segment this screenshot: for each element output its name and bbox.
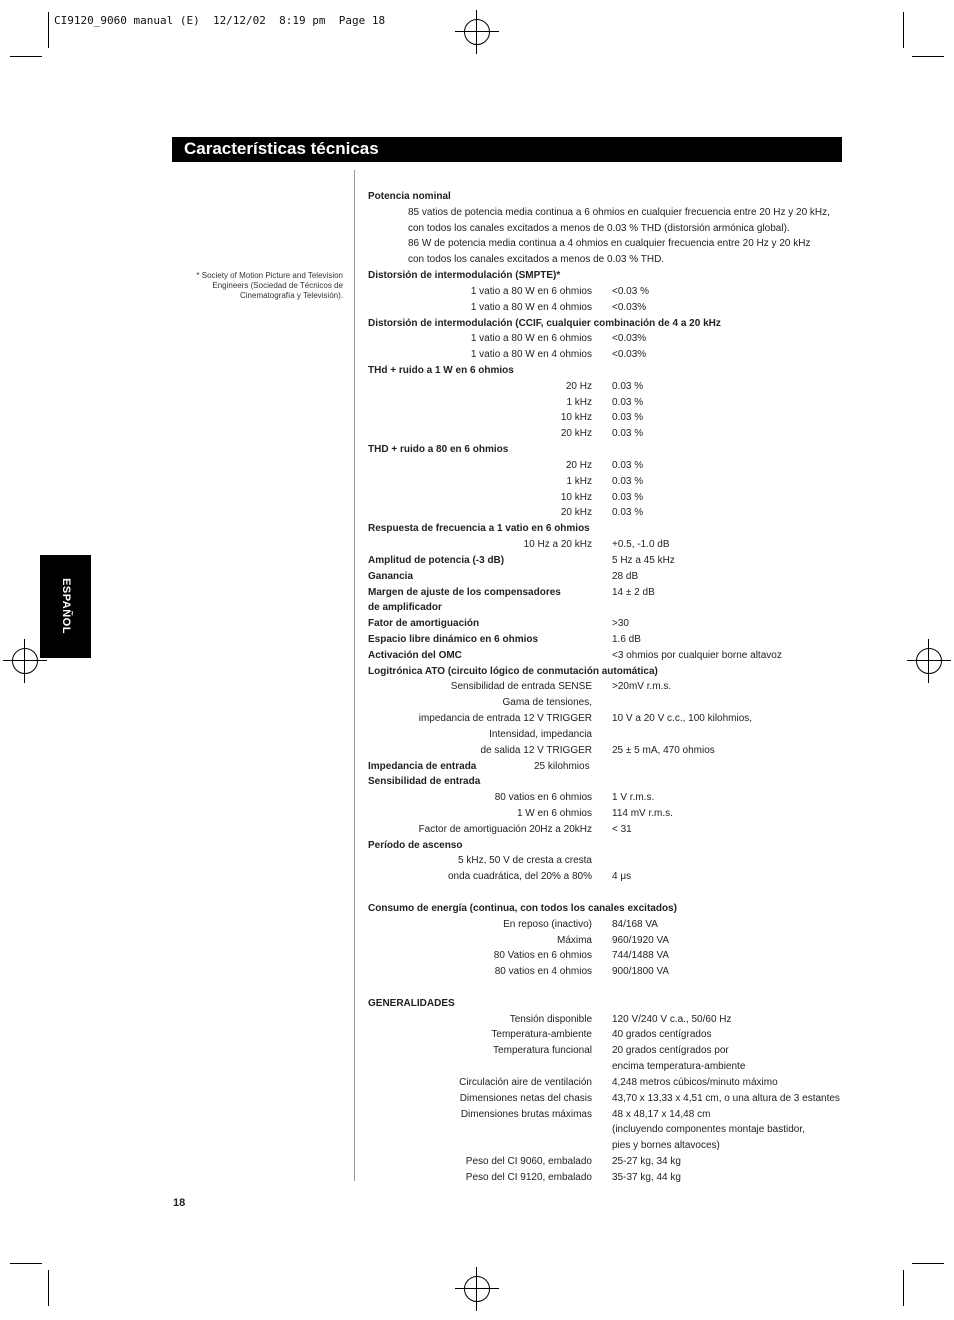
spec-value: (incluyendo componentes montaje bastidor, [612, 1124, 805, 1135]
crop-mark [903, 1270, 904, 1306]
spec-value: 84/168 VA [612, 919, 658, 930]
spec-value: 0.03 % [612, 460, 644, 471]
spec-value: encima temperatura-ambiente [612, 1061, 746, 1072]
spec-label: Temperatura-ambiente [491, 1029, 592, 1040]
spec-value: 0.03 % [612, 476, 644, 487]
spec-label: 20 Hz [565, 381, 592, 392]
section-title-bar [172, 137, 842, 162]
spec-label: Peso del CI 9120, embalado [465, 1172, 592, 1183]
spec-value: <0.03% [612, 302, 647, 313]
spec-value: <0.03% [612, 333, 647, 344]
spec-value: 900/1800 VA [612, 966, 670, 977]
spec-heading: Fator de amortiguación [368, 618, 480, 629]
crop-mark [912, 56, 944, 57]
spec-label: 80 vatios en 6 ohmios [494, 792, 592, 803]
spec-label: 1 vatio a 80 W en 6 ohmios [470, 286, 592, 297]
spec-value: 0.03 % [612, 507, 644, 518]
spec-value: 0.03 % [612, 381, 644, 392]
spec-heading: Distorsión de intermodulación (SMPTE)* [368, 270, 561, 281]
spec-value: <0.03% [612, 349, 647, 360]
spec-label: En reposo (inactivo) [503, 919, 592, 930]
spec-heading: GENERALIDADES [368, 998, 455, 1009]
spec-value: 1.6 dB [612, 634, 641, 645]
crop-mark [903, 12, 904, 48]
language-tab [40, 555, 91, 658]
spec-heading: THd + ruido a 1 W en 6 ohmios [368, 365, 514, 376]
spec-label: 20 kHz [560, 428, 592, 439]
spec-value: 0.03 % [612, 397, 644, 408]
spec-heading: de amplificador [368, 602, 442, 613]
spec-value: 14 ± 2 dB [612, 587, 655, 598]
spec-heading: Sensibilidad de entrada [368, 776, 481, 787]
spec-value: 0.03 % [612, 492, 644, 503]
spec-label: 10 kHz [560, 492, 592, 503]
spec-heading: Amplitud de potencia (-3 dB) [368, 555, 505, 566]
page-number: 18 [173, 1197, 186, 1209]
spec-value: 28 dB [612, 571, 639, 582]
page-title: Características técnicas [184, 139, 379, 158]
spec-text: con todos los canales excitados a menos de 0.03 % THD (distorsión armónica global). [408, 223, 790, 234]
spec-label: 10 kHz [560, 412, 592, 423]
spec-heading: Consumo de energía (continua, con todos los canales excitados) [368, 903, 677, 914]
spec-label: de salida 12 V TRIGGER [480, 745, 592, 756]
spec-value: >20mV r.m.s. [612, 681, 672, 692]
spec-heading: Impedancia de entrada [368, 761, 477, 772]
column-divider [354, 170, 355, 1181]
spec-value: 20 grados centígrados por [612, 1045, 729, 1056]
spec-heading: THD + ruido a 80 en 6 ohmios [368, 444, 509, 455]
spec-label: 20 kHz [560, 507, 592, 518]
spec-label: onda cuadrática, del 20% a 80% [448, 871, 592, 882]
spec-value: >30 [612, 618, 629, 629]
spec-text: 85 vatios de potencia media continua a 6 ohmios en cualquier frecuencia entre 20 Hz y 20 kHz, [408, 207, 830, 218]
spec-label: Sensibilidad de entrada SENSE [450, 681, 592, 692]
spec-label: Dimensiones brutas máximas [460, 1109, 592, 1120]
spec-label: 1 vatio a 80 W en 4 ohmios [470, 302, 592, 313]
spec-value: 120 V/240 V c.a., 50/60 Hz [612, 1014, 732, 1025]
spec-value: 114 mV r.m.s. [612, 808, 673, 819]
spec-value: < 31 [612, 824, 632, 835]
spec-value: pies y bornes altavoces) [612, 1140, 720, 1151]
spec-value: +0.5, -1.0 dB [612, 539, 670, 550]
spec-label: 1 kHz [566, 397, 592, 408]
spec-value: 4 μs [612, 871, 632, 882]
spec-label: 80 vatios en 4 ohmios [494, 966, 592, 977]
spec-label: Máxima [556, 935, 592, 946]
crop-mark [912, 1263, 944, 1264]
spec-label: 5 kHz, 50 V de cresta a cresta [458, 855, 592, 866]
registration-mark-icon [464, 1276, 490, 1302]
spec-value: 25 kilohmios [534, 761, 590, 772]
spec-value: <3 ohmios por cualquier borne altavoz [612, 650, 782, 661]
spec-label: Circulación aire de ventilación [459, 1077, 592, 1088]
spec-heading: Potencia nominal [368, 191, 451, 202]
spec-label: 10 Hz a 20 kHz [523, 539, 592, 550]
spec-label: 1 vatio a 80 W en 6 ohmios [470, 333, 592, 344]
spec-label: Peso del CI 9060, embalado [465, 1156, 592, 1167]
spec-value: 744/1488 VA [612, 950, 670, 961]
spec-heading: Respuesta de frecuencia a 1 vatio en 6 ohmios [368, 523, 590, 534]
spec-value: 5 Hz a 45 kHz [612, 555, 675, 566]
spec-value: 960/1920 VA [612, 935, 670, 946]
crop-mark [10, 1263, 42, 1264]
spec-label: 80 Vatios en 6 ohmios [493, 950, 592, 961]
crop-mark [48, 12, 49, 48]
spec-value: 48 x 48,17 x 14,48 cm [612, 1109, 711, 1120]
spec-label: Gama de tensiones, [502, 697, 592, 708]
spec-label: Intensidad, impedancia [489, 729, 592, 740]
spec-heading: Espacio libre dinámico en 6 ohmios [368, 634, 539, 645]
footnote: * Society of Motion Picture and Television Engineers (Sociedad de Técnicos de Cinematografía y Televisión). [196, 271, 343, 300]
spec-label: Dimensiones netas del chasis [459, 1093, 592, 1104]
spec-value: 0.03 % [612, 428, 644, 439]
spec-value: <0.03 % [612, 286, 649, 297]
spec-heading: Ganancia [368, 571, 414, 582]
spec-heading: Margen de ajuste de los compensadores [368, 587, 561, 598]
spec-label: 1 W en 6 ohmios [516, 808, 592, 819]
registration-mark-icon [12, 648, 38, 674]
spec-value: 1 V r.m.s. [612, 792, 655, 803]
crop-mark [10, 56, 42, 57]
spec-label: Temperatura funcional [493, 1045, 592, 1056]
spec-value: 40 grados centígrados [612, 1029, 712, 1040]
spec-value: 4,248 metros cúbicos/minuto máximo [612, 1077, 778, 1088]
print-slug: CI9120_9060 manual (E) 12/12/02 8:19 pm Page 18 [54, 14, 386, 27]
spec-label: impedancia de entrada 12 V TRIGGER [418, 713, 592, 724]
spec-heading: Logitrónica ATO (circuito lógico de conmutación automática) [368, 666, 658, 677]
spec-heading: Activación del OMC [368, 650, 462, 661]
spec-value: 10 V a 20 V c.c., 100 kilohmios, [612, 713, 753, 724]
spec-value: 43,70 x 13,33 x 4,51 cm, o una altura de 3 estantes [612, 1093, 840, 1104]
language-tab-label: ESPAÑOL [60, 578, 72, 634]
spec-heading: Distorsión de intermodulación (CCIF, cualquier combinación de 4 a 20 kHz [368, 318, 721, 329]
registration-mark-icon [464, 19, 490, 45]
spec-heading: Período de ascenso [368, 840, 463, 851]
registration-mark-icon [916, 648, 942, 674]
spec-label: Factor de amortiguación 20Hz a 20kHz [418, 824, 592, 835]
spec-text: 86 W de potencia media continua a 4 ohmios en cualquier frecuencia entre 20 Hz y 20 kHz [408, 238, 811, 249]
spec-value: 0.03 % [612, 412, 644, 423]
spec-value: 25 ± 5 mA, 470 ohmios [612, 745, 715, 756]
spec-value: 25-27 kg, 34 kg [612, 1156, 681, 1167]
spec-value: 35-37 kg, 44 kg [612, 1172, 681, 1183]
spec-label: 1 kHz [566, 476, 592, 487]
spec-label: 20 Hz [565, 460, 592, 471]
spec-label: Tensión disponible [509, 1014, 592, 1025]
spec-text: con todos los canales excitados a menos de 0.03 % THD. [408, 254, 665, 265]
crop-mark [48, 1270, 49, 1306]
spec-label: 1 vatio a 80 W en 4 ohmios [470, 349, 592, 360]
